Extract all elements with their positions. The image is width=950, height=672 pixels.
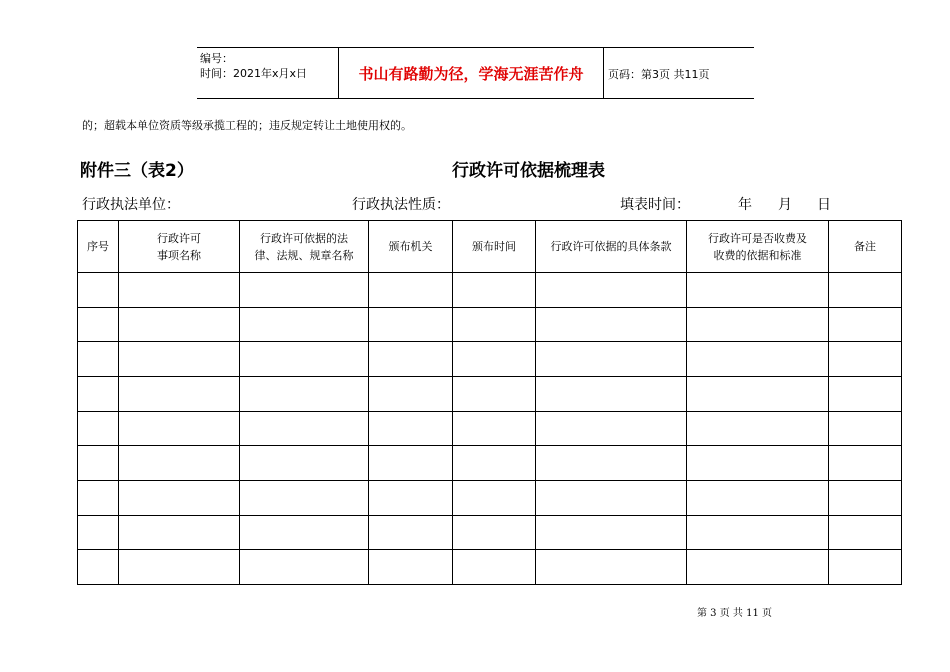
header-cell: 行政许可是否收费及 收费的依据和标准 bbox=[687, 221, 829, 273]
blank-cell[interactable] bbox=[536, 273, 687, 308]
blank-cell[interactable] bbox=[536, 307, 687, 342]
table-row bbox=[78, 550, 902, 585]
blank-cell[interactable] bbox=[536, 550, 687, 585]
intro-text: 的；超载本单位资质等级承揽工程的；违反规定转让土地使用权的。 bbox=[82, 119, 412, 132]
blank-cell[interactable] bbox=[369, 342, 453, 377]
page-code: 页码：第3页 共11页 bbox=[608, 68, 710, 81]
blank-cell[interactable] bbox=[78, 376, 119, 411]
blank-cell[interactable] bbox=[687, 515, 829, 550]
blank-cell[interactable] bbox=[829, 376, 902, 411]
blank-cell[interactable] bbox=[829, 550, 902, 585]
blank-cell[interactable] bbox=[119, 342, 240, 377]
blank-cell[interactable] bbox=[453, 446, 536, 481]
blank-cell[interactable] bbox=[240, 446, 369, 481]
blank-cell[interactable] bbox=[829, 342, 902, 377]
unit-label: 行政执法单位： bbox=[82, 197, 180, 213]
table-row bbox=[78, 480, 902, 515]
blank-cell[interactable] bbox=[78, 411, 119, 446]
blank-cell[interactable] bbox=[119, 550, 240, 585]
table-row bbox=[78, 411, 902, 446]
blank-cell[interactable] bbox=[453, 480, 536, 515]
blank-cell[interactable] bbox=[78, 273, 119, 308]
blank-cell[interactable] bbox=[453, 550, 536, 585]
header-cell: 行政许可依据的具体条款 bbox=[536, 221, 687, 273]
blank-cell[interactable] bbox=[536, 446, 687, 481]
day-label: 日 bbox=[817, 197, 831, 213]
page-footer: 第 3 页 共 11 页 bbox=[697, 608, 772, 619]
table-row bbox=[78, 273, 902, 308]
blank-cell[interactable] bbox=[453, 307, 536, 342]
blank-cell[interactable] bbox=[369, 446, 453, 481]
blank-cell[interactable] bbox=[369, 273, 453, 308]
blank-cell[interactable] bbox=[240, 307, 369, 342]
blank-cell[interactable] bbox=[119, 480, 240, 515]
nature-label: 行政执法性质： bbox=[352, 197, 450, 213]
blank-cell[interactable] bbox=[240, 480, 369, 515]
header-cell: 行政许可依据的法 律、法规、规章名称 bbox=[240, 221, 369, 273]
blank-cell[interactable] bbox=[453, 273, 536, 308]
blank-cell[interactable] bbox=[687, 376, 829, 411]
blank-cell[interactable] bbox=[687, 273, 829, 308]
blank-cell[interactable] bbox=[453, 342, 536, 377]
blank-cell[interactable] bbox=[536, 480, 687, 515]
blank-cell[interactable] bbox=[240, 342, 369, 377]
blank-cell[interactable] bbox=[78, 515, 119, 550]
blank-cell[interactable] bbox=[369, 376, 453, 411]
number-label: 编号： bbox=[200, 52, 233, 65]
blank-cell[interactable] bbox=[536, 515, 687, 550]
blank-cell[interactable] bbox=[78, 446, 119, 481]
header-cell: 行政许可 事项名称 bbox=[119, 221, 240, 273]
annex-label: 附件三（表2） bbox=[80, 161, 194, 181]
page-header bbox=[197, 47, 754, 99]
year-label: 年 bbox=[738, 197, 752, 213]
blank-cell[interactable] bbox=[687, 480, 829, 515]
document-title: 行政许可依据梳理表 bbox=[452, 161, 605, 181]
table-row bbox=[78, 376, 902, 411]
blank-cell[interactable] bbox=[119, 411, 240, 446]
blank-cell[interactable] bbox=[829, 307, 902, 342]
blank-cell[interactable] bbox=[453, 515, 536, 550]
table-row bbox=[78, 515, 902, 550]
header-cell: 序号 bbox=[78, 221, 119, 273]
month-label: 月 bbox=[778, 197, 792, 213]
permit-basis-table bbox=[77, 220, 902, 585]
blank-cell[interactable] bbox=[369, 515, 453, 550]
motto-text: 书山有路勤为径，学海无涯苦作舟 bbox=[358, 64, 584, 83]
blank-cell[interactable] bbox=[369, 480, 453, 515]
table-row bbox=[78, 342, 902, 377]
blank-cell[interactable] bbox=[119, 515, 240, 550]
header-info bbox=[200, 51, 307, 81]
blank-cell[interactable] bbox=[687, 411, 829, 446]
blank-cell[interactable] bbox=[687, 307, 829, 342]
motto-box bbox=[338, 48, 604, 98]
blank-cell[interactable] bbox=[78, 480, 119, 515]
blank-cell[interactable] bbox=[240, 273, 369, 308]
blank-cell[interactable] bbox=[536, 376, 687, 411]
header-cell: 颁布机关 bbox=[369, 221, 453, 273]
blank-cell[interactable] bbox=[119, 446, 240, 481]
header-cell: 颁布时间 bbox=[453, 221, 536, 273]
blank-cell[interactable] bbox=[687, 446, 829, 481]
table-row bbox=[78, 446, 902, 481]
blank-cell[interactable] bbox=[829, 273, 902, 308]
date-label: 填表时间： bbox=[620, 197, 690, 213]
blank-cell[interactable] bbox=[119, 307, 240, 342]
blank-cell[interactable] bbox=[240, 376, 369, 411]
blank-cell[interactable] bbox=[369, 307, 453, 342]
blank-cell[interactable] bbox=[78, 307, 119, 342]
blank-cell[interactable] bbox=[453, 411, 536, 446]
blank-cell[interactable] bbox=[240, 515, 369, 550]
blank-cell[interactable] bbox=[687, 550, 829, 585]
blank-cell[interactable] bbox=[536, 411, 687, 446]
blank-cell[interactable] bbox=[687, 342, 829, 377]
time-label: 时间：2021年x月x日 bbox=[200, 67, 308, 80]
blank-cell[interactable] bbox=[240, 550, 369, 585]
blank-cell[interactable] bbox=[119, 376, 240, 411]
blank-cell[interactable] bbox=[829, 446, 902, 481]
blank-cell[interactable] bbox=[536, 342, 687, 377]
table-row bbox=[78, 307, 902, 342]
blank-cell[interactable] bbox=[829, 480, 902, 515]
blank-cell[interactable] bbox=[369, 411, 453, 446]
blank-cell[interactable] bbox=[369, 550, 453, 585]
table-header-row bbox=[78, 221, 902, 273]
blank-cell[interactable] bbox=[78, 550, 119, 585]
blank-cell[interactable] bbox=[829, 515, 902, 550]
blank-cell[interactable] bbox=[453, 376, 536, 411]
blank-cell[interactable] bbox=[829, 411, 902, 446]
blank-cell[interactable] bbox=[119, 273, 240, 308]
blank-cell[interactable] bbox=[240, 411, 369, 446]
header-cell: 备注 bbox=[829, 221, 902, 273]
table-body bbox=[78, 273, 902, 585]
blank-cell[interactable] bbox=[78, 342, 119, 377]
